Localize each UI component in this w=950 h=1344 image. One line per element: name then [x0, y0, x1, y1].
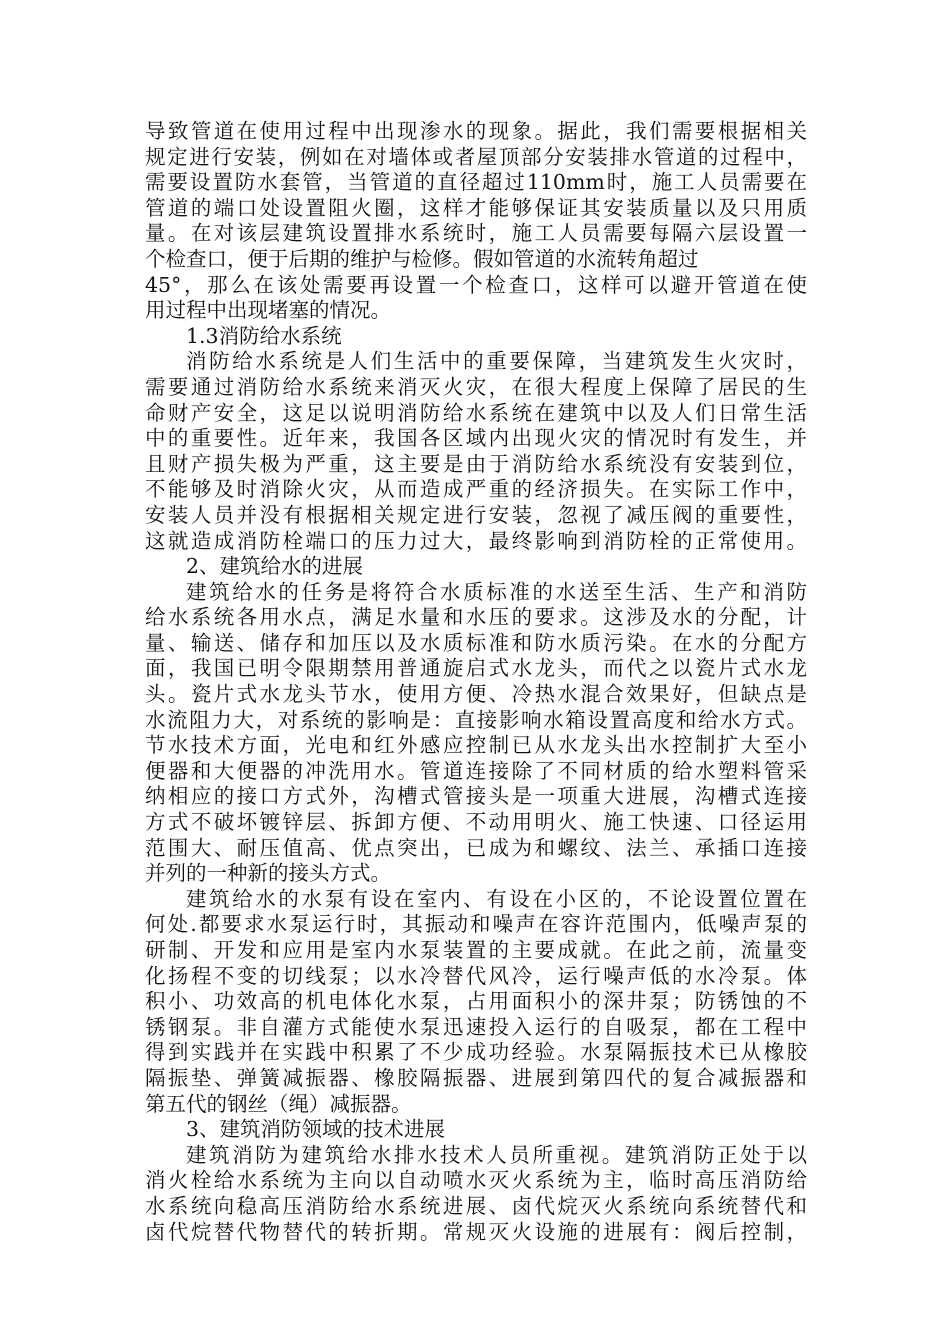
text-line: 管道的端口处设置阻火圈，这样才能够保证其安装质量以及只用质: [145, 195, 807, 220]
text-line: 安装人员并没有根据相关规定进行安装，忽视了减压阀的重要性，: [145, 502, 807, 527]
text-line: 积小、功效高的机电体化水泵，占用面积小的深井泵；防锈蚀的不: [145, 989, 807, 1014]
text-line: 需要通过消防给水系统来消灭火灾，在很大程度上保障了居民的生: [145, 374, 807, 399]
heading-text: 3、建筑消防领域的技术进展: [186, 1117, 446, 1142]
text-line: 导致管道在使用过程中出现渗水的现象。据此，我们需要根据相关: [145, 119, 807, 143]
text-line: 且财产损失极为严重，这主要是由于消防给水系统没有安装到位，: [145, 451, 807, 476]
paragraph: [145, 119, 807, 324]
text-line: 化扬程不变的切线泵；以水冷替代风冷，运行噪声低的水冷泵。体: [145, 963, 807, 988]
section-heading: [145, 324, 807, 350]
text-line: 消火栓给水系统为主向以自动喷水灭火系统为主，临时高压消防给: [145, 1168, 807, 1193]
text-line: 研制、开发和应用是室内水泵装置的主要成就。在此之前，流量变: [145, 938, 807, 962]
text-line: 给水系统各用水点，满足水量和水压的要求。这涉及水的分配，计: [145, 605, 807, 630]
text-line: 消防给水系统是人们生活中的重要保障，当建筑发生火灾时，: [186, 349, 807, 374]
text-line: 隔振垫、弹簧减振器、橡胶隔振器、进展到第四代的复合减振器和: [145, 1065, 807, 1090]
text-line: 中的重要性。近年来，我国各区域内出现火灾的情况时有发生，并: [145, 426, 807, 451]
text-line: 范围大、耐压值高、优点突出，已成为和螺纹、法兰、承插口连接: [145, 835, 807, 860]
section-heading: [145, 1117, 807, 1143]
document-page: [145, 119, 807, 1245]
text-line: 个检查口，便于后期的维护与检修。假如管道的水流转角超过: [145, 246, 699, 271]
text-line: 得到实践并在实践中积累了不少成功经验。水泵隔振技术已从橡胶: [145, 1040, 807, 1065]
text-line: 量。在对该层建筑设置排水系统时，施工人员需要每隔六层设置一: [145, 221, 807, 246]
text-line: 这就造成消防栓端口的压力过大，最终影响到消防栓的正常使用。: [145, 528, 807, 553]
text-line: 头。瓷片式水龙头节水，使用方便、冷热水混合效果好，但缺点是: [145, 682, 807, 707]
text-line: 面，我国已明令限期禁用普通旋启式水龙头，而代之以瓷片式水龙: [145, 656, 807, 681]
text-line: 建筑给水的任务是将符合水质标准的水送至生活、生产和消防: [186, 579, 807, 604]
text-line: 45°，那么在该处需要再设置一个检查口，这样可以避开管道在使: [145, 272, 807, 297]
text-line: 量、输送、储存和加压以及水质标准和防水质污染。在水的分配方: [145, 630, 807, 655]
text-line: 不能够及时消除火灾，从而造成严重的经济损失。在实际工作中，: [145, 477, 807, 502]
text-line: 便器和大便器的冲洗用水。管道连接除了不同材质的给水塑料管采: [145, 758, 807, 783]
text-line: 规定进行安装，例如在对墙体或者屋顶部分安装排水管道的过程中，: [145, 144, 807, 169]
heading-text: 1.3消防给水系统: [186, 323, 342, 348]
paragraph: [145, 1143, 807, 1245]
text-line: 节水技术方面，光电和红外感应控制已从水龙头出水控制扩大至小: [145, 733, 807, 758]
text-line: 卤代烷替代物替代的转折期。常规灭火设施的进展有：阀后控制，: [145, 1219, 807, 1244]
paragraph: [145, 349, 807, 554]
text-line: 命财产安全，这足以说明消防给水系统在建筑中以及人们日常生活: [145, 400, 807, 425]
paragraph: [145, 580, 807, 887]
text-line: 方式不破坏镀锌层、拆卸方便、不动用明火、施工快速、口径运用: [145, 810, 807, 835]
text-line: 第五代的钢丝（绳）减振器。: [145, 1091, 412, 1116]
text-line: 水系统向稳高压消防给水系统进展、卤代烷灭火系统向系统替代和: [145, 1193, 807, 1218]
section-heading: [145, 554, 807, 580]
text-line: 需要设置防水套管，当管道的直径超过110mm时，施工人员需要在: [145, 170, 807, 195]
text-line: 何处.都要求水泵运行时，其振动和噪声在容许范围内，低噪声泵的: [145, 912, 807, 937]
text-line: 纳相应的接口方式外，沟槽式管接头是一项重大进展，沟槽式连接: [145, 784, 807, 809]
text-line: 锈钢泵。非自灌方式能使水泵迅速投入运行的自吸泵，都在工程中: [145, 1014, 807, 1039]
text-line: 水流阻力大，对系统的影响是：直接影响水箱设置高度和给水方式。: [145, 707, 807, 732]
text-line: 并列的一种新的接头方式。: [145, 861, 391, 886]
paragraph: [145, 887, 807, 1117]
text-line: 建筑给水的水泵有设在室内、有设在小区的，不论设置位置在: [186, 886, 807, 911]
text-line: 用过程中出现堵塞的情况。: [145, 298, 391, 323]
text-line: 建筑消防为建筑给水排水技术人员所重视。建筑消防正处于以: [186, 1142, 807, 1167]
heading-text: 2、建筑给水的进展: [186, 554, 364, 579]
